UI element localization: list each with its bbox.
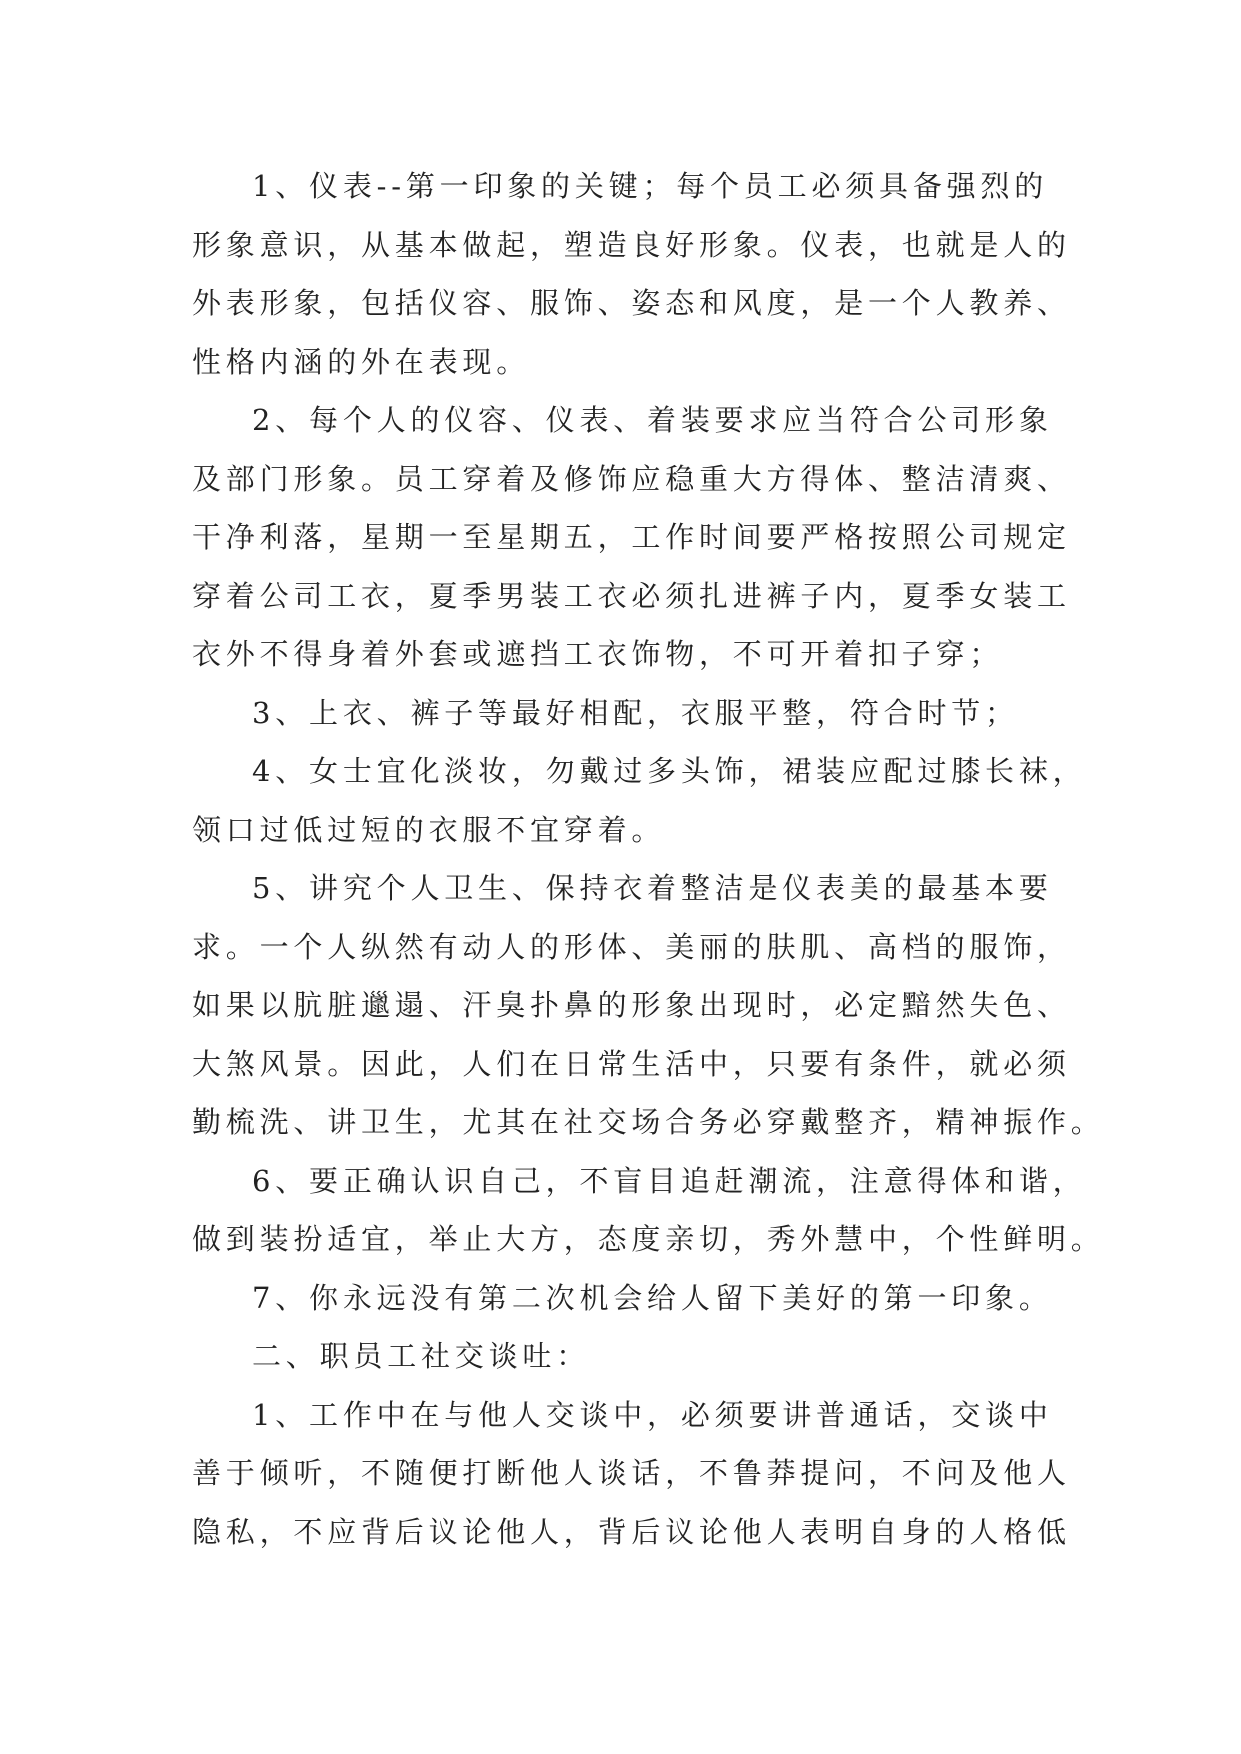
text-line: 形象意识，从基本做起，塑造良好形象。仪表，也就是人的 [192, 227, 1071, 262]
paragraph-conversation-rules [192, 1386, 1072, 1562]
paragraph-appearance-first-impression [192, 157, 1072, 391]
text-line: 干净利落，星期一至星期五，工作时间要严格按照公司规定 [192, 520, 1071, 554]
text-line: 外表形象，包括仪容、服饰、姿态和风度，是一个人教养、 [192, 286, 1071, 320]
text-line: 穿着公司工衣，夏季男装工衣必须扎进裤子内，夏季女装工 [192, 578, 1071, 613]
text-line: 5、讲究个人卫生、保持衣着整洁是仪表美的最基本要 [252, 871, 1053, 905]
text-line: 1、仪表--第一印象的关键；每个员工必须具备强烈的 [252, 169, 1049, 203]
paragraph-clothing-match [192, 684, 1072, 743]
text-line: 如果以肮脏邋遢、汗臭扑鼻的形象出现时，必定黯然失色、 [192, 988, 1071, 1022]
paragraph-women-makeup [192, 742, 1087, 859]
text-line: 善于倾听，不随便打断他人谈话，不鲁莽提问，不问及他人 [192, 1456, 1071, 1490]
paragraph-know-yourself [192, 1152, 1105, 1269]
text-line: 3、上衣、裤子等最好相配，衣服平整，符合时节； [252, 695, 1019, 730]
text-line: 1、工作中在与他人交谈中，必须要讲普通话，交谈中 [252, 1397, 1053, 1432]
paragraph-no-second-chance [192, 1269, 1072, 1328]
text-line: 做到装扮适宜，举止大方，态度亲切，秀外慧中，个性鲜明。 [192, 1222, 1105, 1256]
section-heading-text: 二、职员工社交谈吐： [252, 1339, 591, 1373]
section-heading-social-conversation [192, 1327, 1072, 1386]
paragraph-dress-requirements [192, 391, 1072, 684]
text-line: 求。一个人纵然有动人的形体、美丽的肤肌、高档的服饰， [192, 929, 1071, 964]
document-page [192, 157, 1105, 1561]
text-line: 7、你永远没有第二次机会给人留下美好的第一印象。 [252, 1280, 1053, 1315]
text-line: 及部门形象。员工穿着及修饰应稳重大方得体、整洁清爽、 [192, 461, 1071, 496]
text-line: 性格内涵的外在表现。 [192, 344, 531, 379]
text-line: 勤梳洗、讲卫生，尤其在社交场合务必穿戴整齐，精神振作。 [192, 1105, 1105, 1139]
paragraph-personal-hygiene [192, 859, 1105, 1152]
text-line: 衣外不得身着外套或遮挡工衣饰物，不可开着扣子穿； [192, 637, 1004, 671]
text-line: 4、女士宜化淡妆，勿戴过多头饰，裙装应配过膝长袜， [252, 754, 1087, 788]
text-line: 2、每个人的仪容、仪表、着装要求应当符合公司形象 [252, 403, 1053, 437]
text-line: 6、要正确认识自己，不盲目追赶潮流，注意得体和谐， [252, 1163, 1087, 1198]
text-line: 隐私，不应背后议论他人，背后议论他人表明自身的人格低 [192, 1514, 1071, 1549]
text-line: 领口过低过短的衣服不宜穿着。 [192, 812, 666, 847]
text-line: 大煞风景。因此，人们在日常生活中，只要有条件，就必须 [192, 1046, 1071, 1081]
